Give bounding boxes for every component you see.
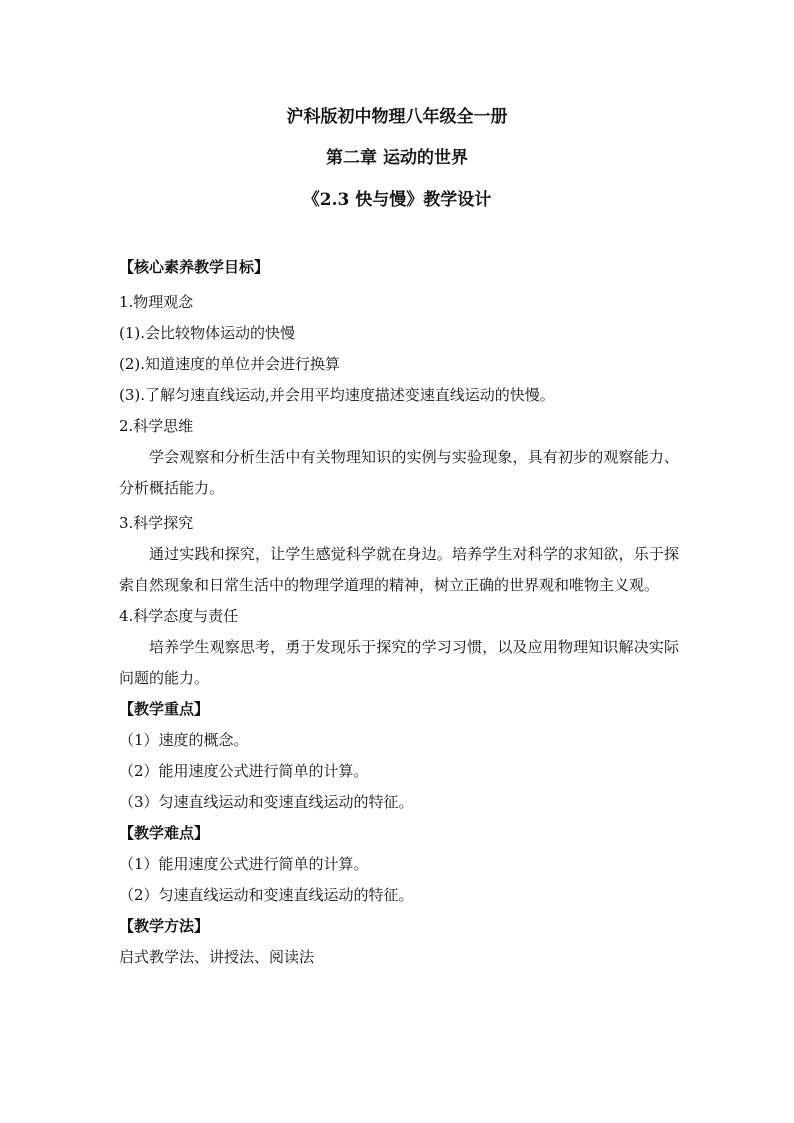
list-item: (3).了解匀速直线运动,并会用平均速度描述变速直线运动的快慢。: [119, 386, 555, 404]
section-heading-methods: 【教学方法】: [119, 917, 210, 935]
list-item: （2）匀速直线运动和变速直线运动的特征。: [119, 886, 414, 904]
list-item: （2）能用速度公式进行简单的计算。: [119, 762, 369, 780]
section-heading-difficult-points: 【教学难点】: [119, 824, 210, 842]
subsection-title-scientific-thinking: 2.科学思维: [119, 417, 194, 435]
section-heading-core-goals: 【核心素养教学目标】: [119, 258, 270, 276]
list-item: (1).会比较物体运动的快慢: [119, 324, 296, 342]
lesson-title: 《2.3 快与慢》教学设计: [302, 190, 492, 210]
paragraph-scientific-thinking: 学会观察和分析生活中有关物理知识的实例与实验现象，具有初步的观察能力、分析概括能力。: [119, 448, 679, 497]
list-item: （1）能用速度公式进行简单的计算。: [119, 855, 369, 873]
chapter-title: 第二章 运动的世界: [326, 148, 468, 168]
methods-text: 启式教学法、讲授法、阅读法: [119, 948, 315, 966]
book-title: 沪科版初中物理八年级全一册: [286, 107, 508, 127]
subsection-title-physics-concept: 1.物理观念: [119, 293, 194, 311]
paragraph-attitude: 培养学生观察思考，勇于发现乐于探究的学习习惯，以及应用物理知识解决实际问题的能力。: [119, 638, 679, 687]
subsection-title-attitude: 4.科学态度与责任: [119, 607, 239, 625]
document-body: [119, 252, 679, 973]
list-item: (2).知道速度的单位并会进行换算: [119, 355, 341, 373]
paragraph-scientific-inquiry: 通过实践和探究，让学生感觉科学就在身边。培养学生对科学的求知欲，乐于探索自然现象和日常生活中的物理学道理的精神，树立正确的世界观和唯物主义观。: [119, 545, 679, 594]
list-item: （3）匀速直线运动和变速直线运动的特征。: [119, 793, 414, 811]
list-item: （1）速度的概念。: [119, 731, 249, 749]
subsection-title-scientific-inquiry: 3.科学探究: [119, 514, 194, 532]
section-heading-key-points: 【教学重点】: [119, 700, 210, 718]
